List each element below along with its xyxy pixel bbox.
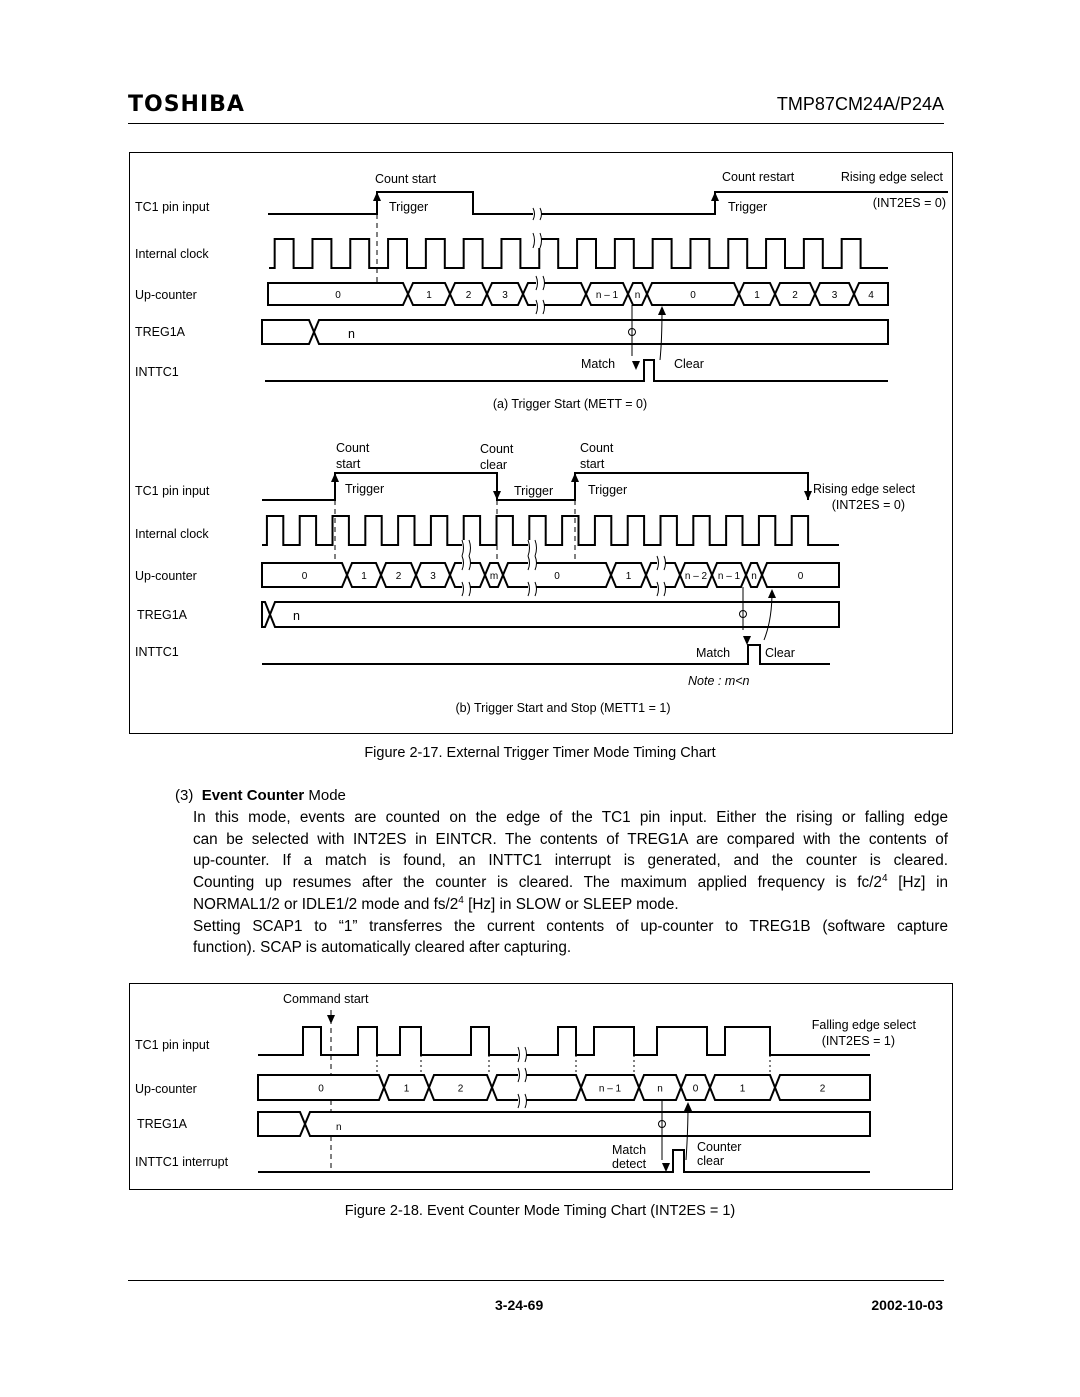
- arrow-up-icon: [658, 306, 666, 315]
- waveform-layer: [262, 473, 839, 664]
- signal-label: INTTC1 interrupt: [135, 1155, 229, 1169]
- clear-word-label: clear: [480, 458, 508, 472]
- bus-segment: [523, 283, 586, 305]
- text-span: Counting up resumes after the counter is cleared. The maximum applied frequency is fc/2: [193, 874, 882, 892]
- signal-label: TC1 pin input: [135, 1038, 210, 1052]
- counter-value: n: [634, 290, 641, 301]
- arrow-down-icon: [743, 636, 751, 645]
- count-label: Count: [336, 441, 370, 455]
- counter-value: 3: [831, 290, 838, 301]
- interrupt-signal: [262, 645, 830, 664]
- edge-select-label: Rising edge select: [840, 170, 943, 184]
- exponent: 4: [458, 894, 464, 906]
- event-counter-chart: [135, 992, 917, 1172]
- figure-2-18-caption: Figure 2-18. Event Counter Mode Timing Chart (INT2ES = 1): [344, 1203, 736, 1219]
- timing-chart-a: [135, 170, 948, 411]
- section-number: (3): [175, 787, 194, 804]
- detect-label: detect: [612, 1157, 647, 1171]
- trigger-label: Trigger: [514, 484, 554, 498]
- counter-value: 3: [502, 290, 508, 301]
- counter-value: n – 1: [598, 1083, 622, 1095]
- command-start-label: Command start: [283, 992, 369, 1006]
- text-line: [193, 872, 948, 894]
- counter-value: 1: [625, 571, 632, 582]
- arrow-down-icon: [804, 491, 812, 500]
- text-span: [Hz] in: [898, 874, 949, 892]
- signal-label: TREG1A: [137, 1117, 188, 1131]
- start-label: start: [336, 457, 361, 471]
- arrow-up-icon: [571, 473, 579, 482]
- counter-value: n – 2: [684, 571, 708, 582]
- counter-value: 1: [403, 1083, 410, 1095]
- bus-segment: [258, 1112, 305, 1136]
- arrow-up-icon: [373, 192, 381, 201]
- count-restart-label: Count restart: [722, 170, 795, 184]
- treg-value: n: [336, 1122, 342, 1133]
- internal-clock-signal: [269, 239, 888, 268]
- page-number: 3-24-69: [495, 1297, 544, 1313]
- bus-segment: [270, 602, 839, 627]
- counter-value: 2: [792, 290, 798, 301]
- treg-value: n: [293, 609, 300, 623]
- arrow-up-icon: [331, 473, 339, 482]
- counter-value: n – 1: [595, 290, 619, 301]
- section-title-rest: Mode: [304, 787, 346, 804]
- timing-chart-b: [135, 441, 916, 715]
- counter-value: 4: [868, 290, 874, 301]
- counter-value: n: [751, 571, 757, 582]
- note-label: Note : m<n: [688, 674, 750, 688]
- int2es-label: (INT2ES = 0): [872, 196, 946, 210]
- arrow-down-icon: [632, 361, 640, 370]
- interrupt-signal: [258, 1150, 870, 1172]
- trigger-label: Trigger: [389, 200, 429, 214]
- start-label: start: [580, 457, 605, 471]
- subcaption-a: (a) Trigger Start (METT = 0): [492, 397, 648, 411]
- signal-label: Internal clock: [135, 247, 209, 261]
- counter-value: n: [657, 1083, 663, 1095]
- counter-value: 3: [430, 571, 436, 582]
- signal-label: Internal clock: [135, 527, 209, 541]
- counter-value: 0: [301, 571, 308, 582]
- match-label: Match: [581, 357, 616, 371]
- bus-segment: [262, 320, 314, 344]
- waveform-layer: [258, 1010, 870, 1172]
- match-label: Match: [696, 646, 731, 660]
- trigger-label: Trigger: [345, 482, 385, 496]
- internal-clock-signal: [262, 516, 839, 545]
- counter-value: 1: [426, 290, 432, 301]
- counter-value: 1: [361, 571, 367, 582]
- counter-value: 1: [739, 1083, 746, 1095]
- text-line: function). SCAP is automatically cleared after capturing.: [193, 939, 572, 957]
- counter-value: 2: [395, 571, 402, 582]
- signal-label: TREG1A: [137, 608, 188, 622]
- arrow-down-icon: [327, 1015, 335, 1024]
- arrow-up-icon: [768, 589, 776, 598]
- text-line: up-counter. If a match is found, an INTTC1 interrupt is generated, and the counter is cleared.: [193, 852, 948, 870]
- signal-label: INTTC1: [135, 365, 179, 379]
- bus-segment: [314, 320, 888, 344]
- count-label: Count: [580, 441, 614, 455]
- clear-label: clear: [697, 1154, 725, 1168]
- signal-label: TC1 pin input: [135, 200, 210, 214]
- counter-value: 0: [318, 1083, 324, 1095]
- footer-date: 2002-10-03: [871, 1297, 943, 1313]
- bus-segment: [305, 1112, 870, 1136]
- section-heading: [175, 787, 346, 804]
- counter-label: Counter: [697, 1140, 742, 1154]
- arrow-up-icon: [684, 1102, 692, 1111]
- bus-segment: [492, 1075, 581, 1100]
- counter-value: n – 1: [717, 571, 741, 582]
- int2es-label: (INT2ES = 0): [831, 498, 905, 512]
- tc1-pin-signal: [258, 1027, 870, 1055]
- footer-rule: [128, 1280, 944, 1281]
- count-start-label: Count start: [375, 172, 437, 186]
- exponent: 4: [881, 873, 888, 885]
- counter-value: 2: [457, 1083, 464, 1095]
- clear-label: Clear: [765, 646, 795, 660]
- figure-2-17-caption: Figure 2-17. External Trigger Timer Mode Timing Chart: [364, 745, 716, 761]
- section-title-bold: Event Counter: [201, 787, 305, 804]
- text-line: [193, 894, 948, 916]
- part-number: TMP87CM24A/P24A: [776, 94, 944, 114]
- toshiba-logo: TOSHIBA: [128, 92, 245, 117]
- edge-select-label: Falling edge select: [811, 1018, 916, 1032]
- text-span: [Hz] in SLOW or SLEEP mode.: [468, 895, 679, 913]
- text-line: In this mode, events are counted on the edge of the TC1 pin input. Either the rising or falling edge: [193, 809, 948, 826]
- arrow-up-icon: [711, 192, 719, 201]
- signal-label: TC1 pin input: [135, 484, 210, 498]
- signal-label: INTTC1: [135, 645, 179, 659]
- arrow-down-icon: [662, 1163, 670, 1172]
- trigger-label: Trigger: [588, 483, 628, 497]
- clear-label: Clear: [674, 357, 704, 371]
- match-label: Match: [612, 1143, 647, 1157]
- interrupt-signal: [265, 360, 888, 381]
- signal-label: Up-counter: [135, 569, 197, 583]
- counter-value: 0: [554, 571, 560, 582]
- counter-value: 0: [335, 290, 341, 301]
- text-span: NORMAL1/2 or IDLE1/2 mode and fs/2: [193, 895, 459, 913]
- waveform-layer: [262, 192, 948, 381]
- arrow-down-icon: [493, 491, 501, 500]
- treg-value: n: [348, 327, 355, 341]
- counter-value: m: [489, 571, 499, 582]
- counter-value: 1: [754, 290, 760, 301]
- tc1-pin-signal: [268, 192, 948, 214]
- counter-value: 2: [819, 1083, 826, 1095]
- signal-label: Up-counter: [135, 1082, 197, 1096]
- edge-select-label: Rising edge select: [813, 482, 916, 496]
- counter-value: 0: [797, 571, 804, 582]
- subcaption-b: (b) Trigger Start and Stop (METT1 = 1): [455, 701, 671, 715]
- int2es-label: (INT2ES = 1): [821, 1034, 895, 1048]
- text-line: Setting SCAP1 to “1” transferres the current contents of up-counter to TREG1B (software capture: [193, 917, 948, 935]
- counter-value: 2: [465, 290, 472, 301]
- paragraph-1: [193, 807, 948, 959]
- count-label: Count: [480, 442, 514, 456]
- counter-value: 0: [690, 290, 696, 301]
- signal-label: Up-counter: [135, 288, 197, 302]
- signal-label: TREG1A: [135, 325, 186, 339]
- text-line: can be selected with INT2ES in EINTCR. The contents of TREG1A are compared with the contents of: [193, 830, 948, 848]
- trigger-label: Trigger: [728, 200, 768, 214]
- counter-value: 0: [692, 1083, 699, 1095]
- bus-segment: [262, 602, 270, 627]
